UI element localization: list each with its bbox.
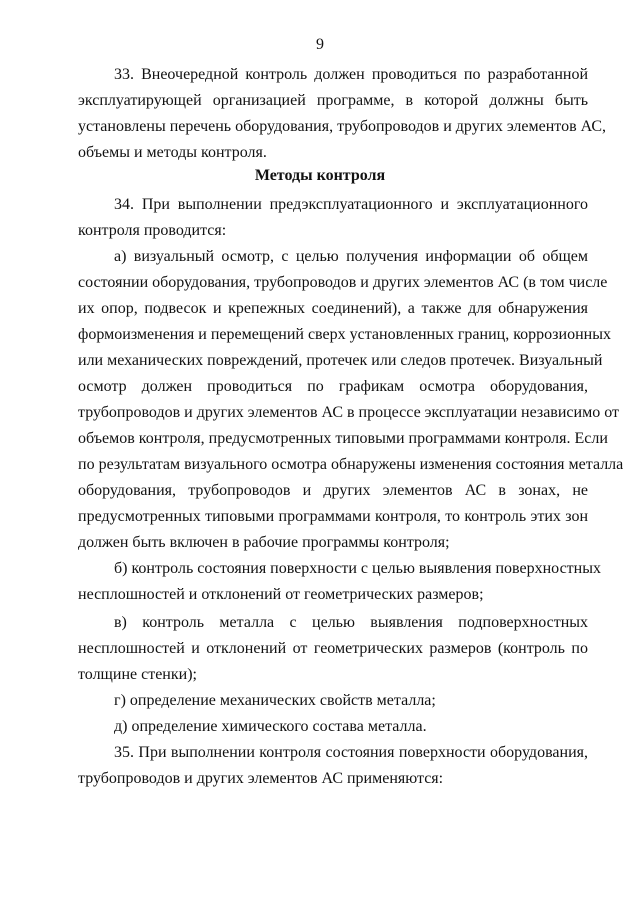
text-line: трубопроводов и других элементов АС в процессе эксплуатации независимо от [78, 404, 619, 421]
text-line: их опор, подвесок и крепежных соединений), а также для обнаружения [78, 300, 588, 317]
text-line: или механических повреждений, протечек или следов протечек. Визуальный [78, 352, 603, 369]
text-line: эксплуатирующей организацией программе, в которой должны быть [78, 92, 588, 109]
text-line: 34. При выполнении предэксплуатационного и эксплуатационного [114, 196, 588, 213]
text-line: предусмотренных типовыми программами контроля, то контроль этих зон [78, 508, 588, 525]
text-line: в) контроль металла с целью выявления подповерхностных [114, 614, 588, 631]
text-line: 35. При выполнении контроля состояния поверхности оборудования, [114, 744, 588, 761]
text-line: трубопроводов и других элементов АС применяются: [78, 770, 444, 787]
text-line: должен быть включен в рабочие программы контроля; [78, 534, 450, 551]
text-line: объемы и методы контроля. [78, 144, 267, 161]
text-line: толщине стенки); [78, 666, 197, 683]
text-line: б) контроль состояния поверхности с целью выявления поверхностных [114, 560, 601, 577]
text-line: по результатам визуального осмотра обнаружены изменения состояния металла [78, 456, 624, 473]
text-line: г) определение механических свойств металла; [114, 692, 436, 709]
text-line: несплошностей и отклонений от геометрических размеров; [78, 586, 484, 603]
text-line: контроля проводится: [78, 222, 227, 239]
text-line: формоизменения и перемещений сверх установленных границ, коррозионных [78, 326, 611, 343]
text-line: установлены перечень оборудования, трубопроводов и других элементов АС, [78, 118, 607, 135]
text-line: осмотр должен проводиться по графикам осмотра оборудования, [78, 378, 588, 395]
text-line: объемов контроля, предусмотренных типовыми программами контроля. Если [78, 430, 608, 447]
text-line: 33. Внеочередной контроль должен проводиться по разработанной [114, 66, 588, 83]
text-line: несплошностей и отклонений от геометрических размеров (контроль по [78, 640, 588, 657]
text-line: д) определение химического состава металла. [114, 718, 427, 735]
text-line: оборудования, трубопроводов и других элементов АС в зонах, не [78, 482, 588, 499]
text-line: а) визуальный осмотр, с целью получения информации об общем [114, 248, 588, 265]
text-line: состоянии оборудования, трубопроводов и других элементов АС (в том числе [78, 274, 608, 291]
section-heading: Методы контроля [254, 167, 386, 184]
page-number: 9 [316, 36, 324, 53]
